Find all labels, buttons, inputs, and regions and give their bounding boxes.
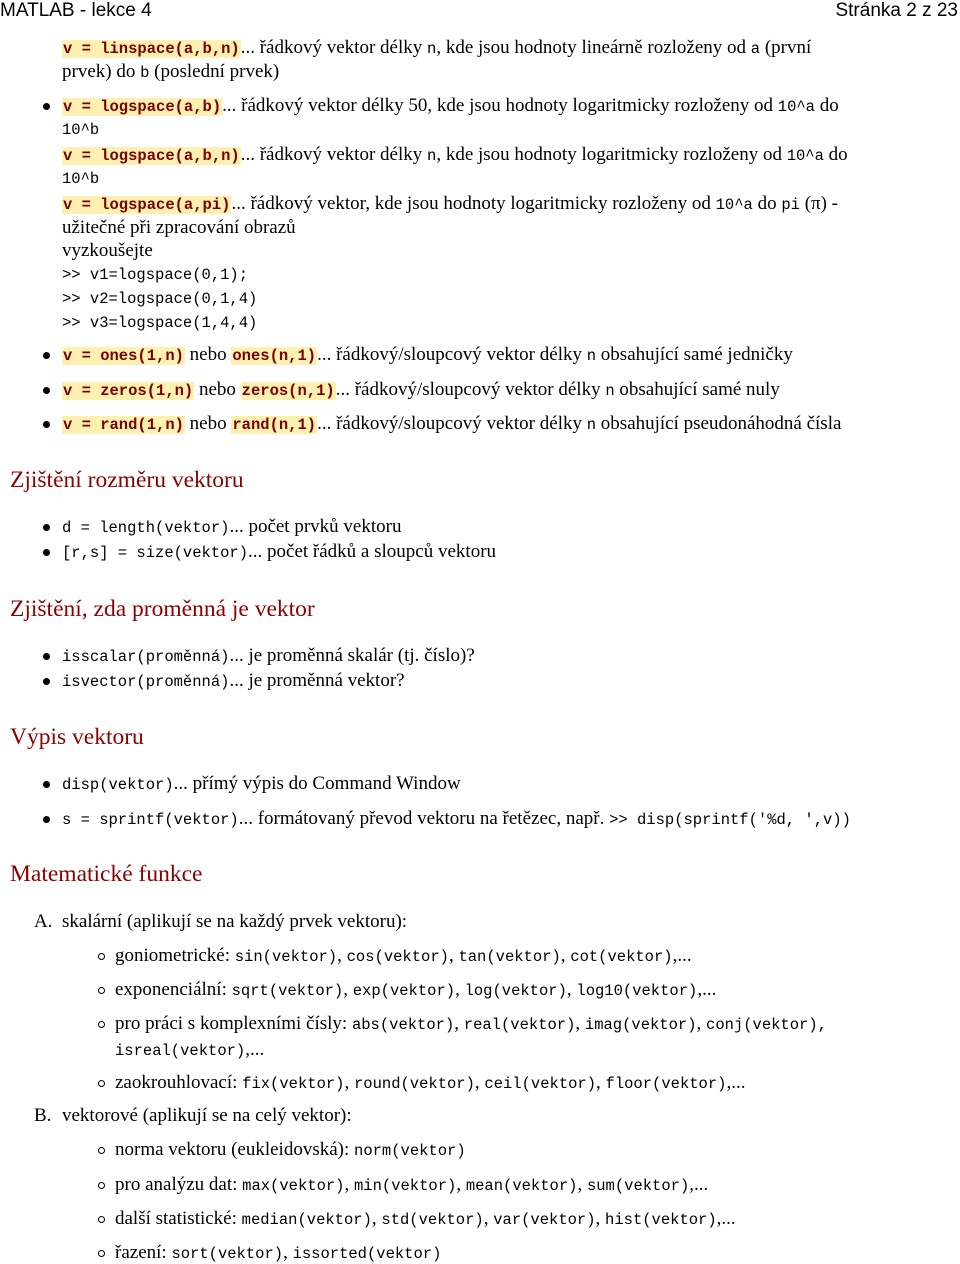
list-item: [r,s] = size(vektor)... počet řádků a sloupců vektoru bbox=[62, 541, 497, 562]
logspace-ab-line-2: 10^b bbox=[62, 121, 100, 139]
try-line: >> v2=logspace(0,1,4) bbox=[62, 290, 258, 308]
logspace-ab-code: v = logspace(a,b) bbox=[63, 98, 222, 116]
logspace-ab-line-1: v = logspace(a,b)... řádkový vektor délky 50, kde jsou hodnoty logaritmicky rozloženy od 10^a do bbox=[63, 95, 839, 116]
header-title: MATLAB - lekce 4 bbox=[0, 0, 152, 21]
list-item: norma vektoru (eukleidovská): norm(vektor) bbox=[115, 1139, 466, 1160]
ones-item: v = ones(1,n) nebo ones(n,1)... řádkový/sloupcový vektor délky n obsahující samé jedničky bbox=[63, 344, 793, 365]
list-item: řazení: sort(vektor), issorted(vektor) bbox=[115, 1242, 442, 1263]
section-heading: Matematické funkce bbox=[10, 861, 203, 887]
logspace-pi-code: v = logspace(a,pi) bbox=[63, 196, 231, 214]
logspace-pi-line-1: v = logspace(a,pi)... řádkový vektor, kde jsou hodnoty logaritmicky rozloženy od 10^a do pi (π) - bbox=[63, 193, 839, 214]
list-item: s = sprintf(vektor)... formátovaný převod vektoru na řetězec, např. >> disp(sprintf('%d, ',v)) bbox=[62, 808, 851, 829]
bullet bbox=[43, 103, 50, 110]
linspace-line-2: prvek) do b (poslední prvek) bbox=[62, 61, 280, 82]
logspace-abn-code: v = logspace(a,b,n) bbox=[63, 147, 240, 165]
sub-bullet bbox=[98, 987, 105, 994]
rand-item: v = rand(1,n) nebo rand(n,1)... řádkový/sloupcový vektor délky n obsahující pseudonáhodná čísla bbox=[63, 413, 842, 434]
try-label: vyzkoušejte bbox=[62, 240, 153, 261]
list-item: goniometrické: sin(vektor), cos(vektor), tan(vektor), cot(vektor),... bbox=[115, 945, 692, 966]
logspace-abn-line-1: v = logspace(a,b,n)... řádkový vektor délky n, kde jsou hodnoty logaritmicky rozloženy od 10^a do bbox=[63, 144, 848, 165]
page-number: Stránka 2 z 23 bbox=[835, 0, 958, 21]
list-item: isscalar(proměnná)... je proměnná skalár (tj. číslo)? bbox=[62, 645, 475, 666]
bullet bbox=[43, 524, 50, 531]
bullet bbox=[43, 352, 50, 359]
list-item: exponenciální: sqrt(vektor), exp(vektor), log(vektor), log10(vektor),... bbox=[115, 979, 717, 1000]
section-heading: Zjištění rozměru vektoru bbox=[10, 467, 244, 493]
list-item-continued: isreal(vektor),... bbox=[115, 1039, 265, 1060]
list-item: pro práci s komplexními čísly: abs(vektor), real(vektor), imag(vektor), conj(vektor), bbox=[115, 1013, 827, 1034]
bullet bbox=[43, 816, 50, 823]
bullet bbox=[43, 387, 50, 394]
logspace-abn-line-2: 10^b bbox=[62, 170, 100, 188]
list-marker: B. bbox=[34, 1105, 52, 1126]
category-label: skalární (aplikují se na každý prvek vektoru): bbox=[62, 911, 408, 932]
section-heading: Zjištění, zda proměnná je vektor bbox=[10, 596, 315, 622]
sub-bullet bbox=[98, 1216, 105, 1223]
try-line: >> v1=logspace(0,1); bbox=[62, 266, 249, 284]
sub-bullet bbox=[98, 1021, 105, 1028]
sub-bullet bbox=[98, 1250, 105, 1257]
zeros-item: v = zeros(1,n) nebo zeros(n,1)... řádkový/sloupcový vektor délky n obsahující samé nuly bbox=[63, 379, 780, 400]
sub-bullet bbox=[98, 953, 105, 960]
linspace-line-1: v = linspace(a,b,n)... řádkový vektor délky n, kde jsou hodnoty lineárně rozloženy od a (první bbox=[63, 37, 812, 58]
list-item: isvector(proměnná)... je proměnná vektor? bbox=[62, 670, 405, 691]
sub-bullet bbox=[98, 1147, 105, 1154]
try-line: >> v3=logspace(1,4,4) bbox=[62, 314, 258, 332]
list-item: zaokrouhlovací: fix(vektor), round(vektor), ceil(vektor), floor(vektor),... bbox=[115, 1072, 746, 1093]
logspace-pi-line-2: užitečné při zpracování obrazů bbox=[62, 217, 296, 238]
list-item: další statistické: median(vektor), std(vektor), var(vektor), hist(vektor),... bbox=[115, 1208, 736, 1229]
section-heading: Výpis vektoru bbox=[10, 724, 144, 750]
bullet bbox=[43, 421, 50, 428]
bullet bbox=[43, 549, 50, 556]
category-label: vektorové (aplikují se na celý vektor): bbox=[62, 1105, 352, 1126]
list-item: pro analýzu dat: max(vektor), min(vektor), mean(vektor), sum(vektor),... bbox=[115, 1174, 709, 1195]
sub-bullet bbox=[98, 1182, 105, 1189]
bullet bbox=[43, 781, 50, 788]
bullet bbox=[43, 653, 50, 660]
list-item: disp(vektor)... přímý výpis do Command Window bbox=[62, 773, 461, 794]
list-marker: A. bbox=[34, 911, 53, 932]
sub-bullet bbox=[98, 1080, 105, 1087]
linspace-code: v = linspace(a,b,n) bbox=[63, 40, 240, 58]
list-item: d = length(vektor)... počet prvků vektoru bbox=[62, 516, 402, 537]
bullet bbox=[43, 678, 50, 685]
